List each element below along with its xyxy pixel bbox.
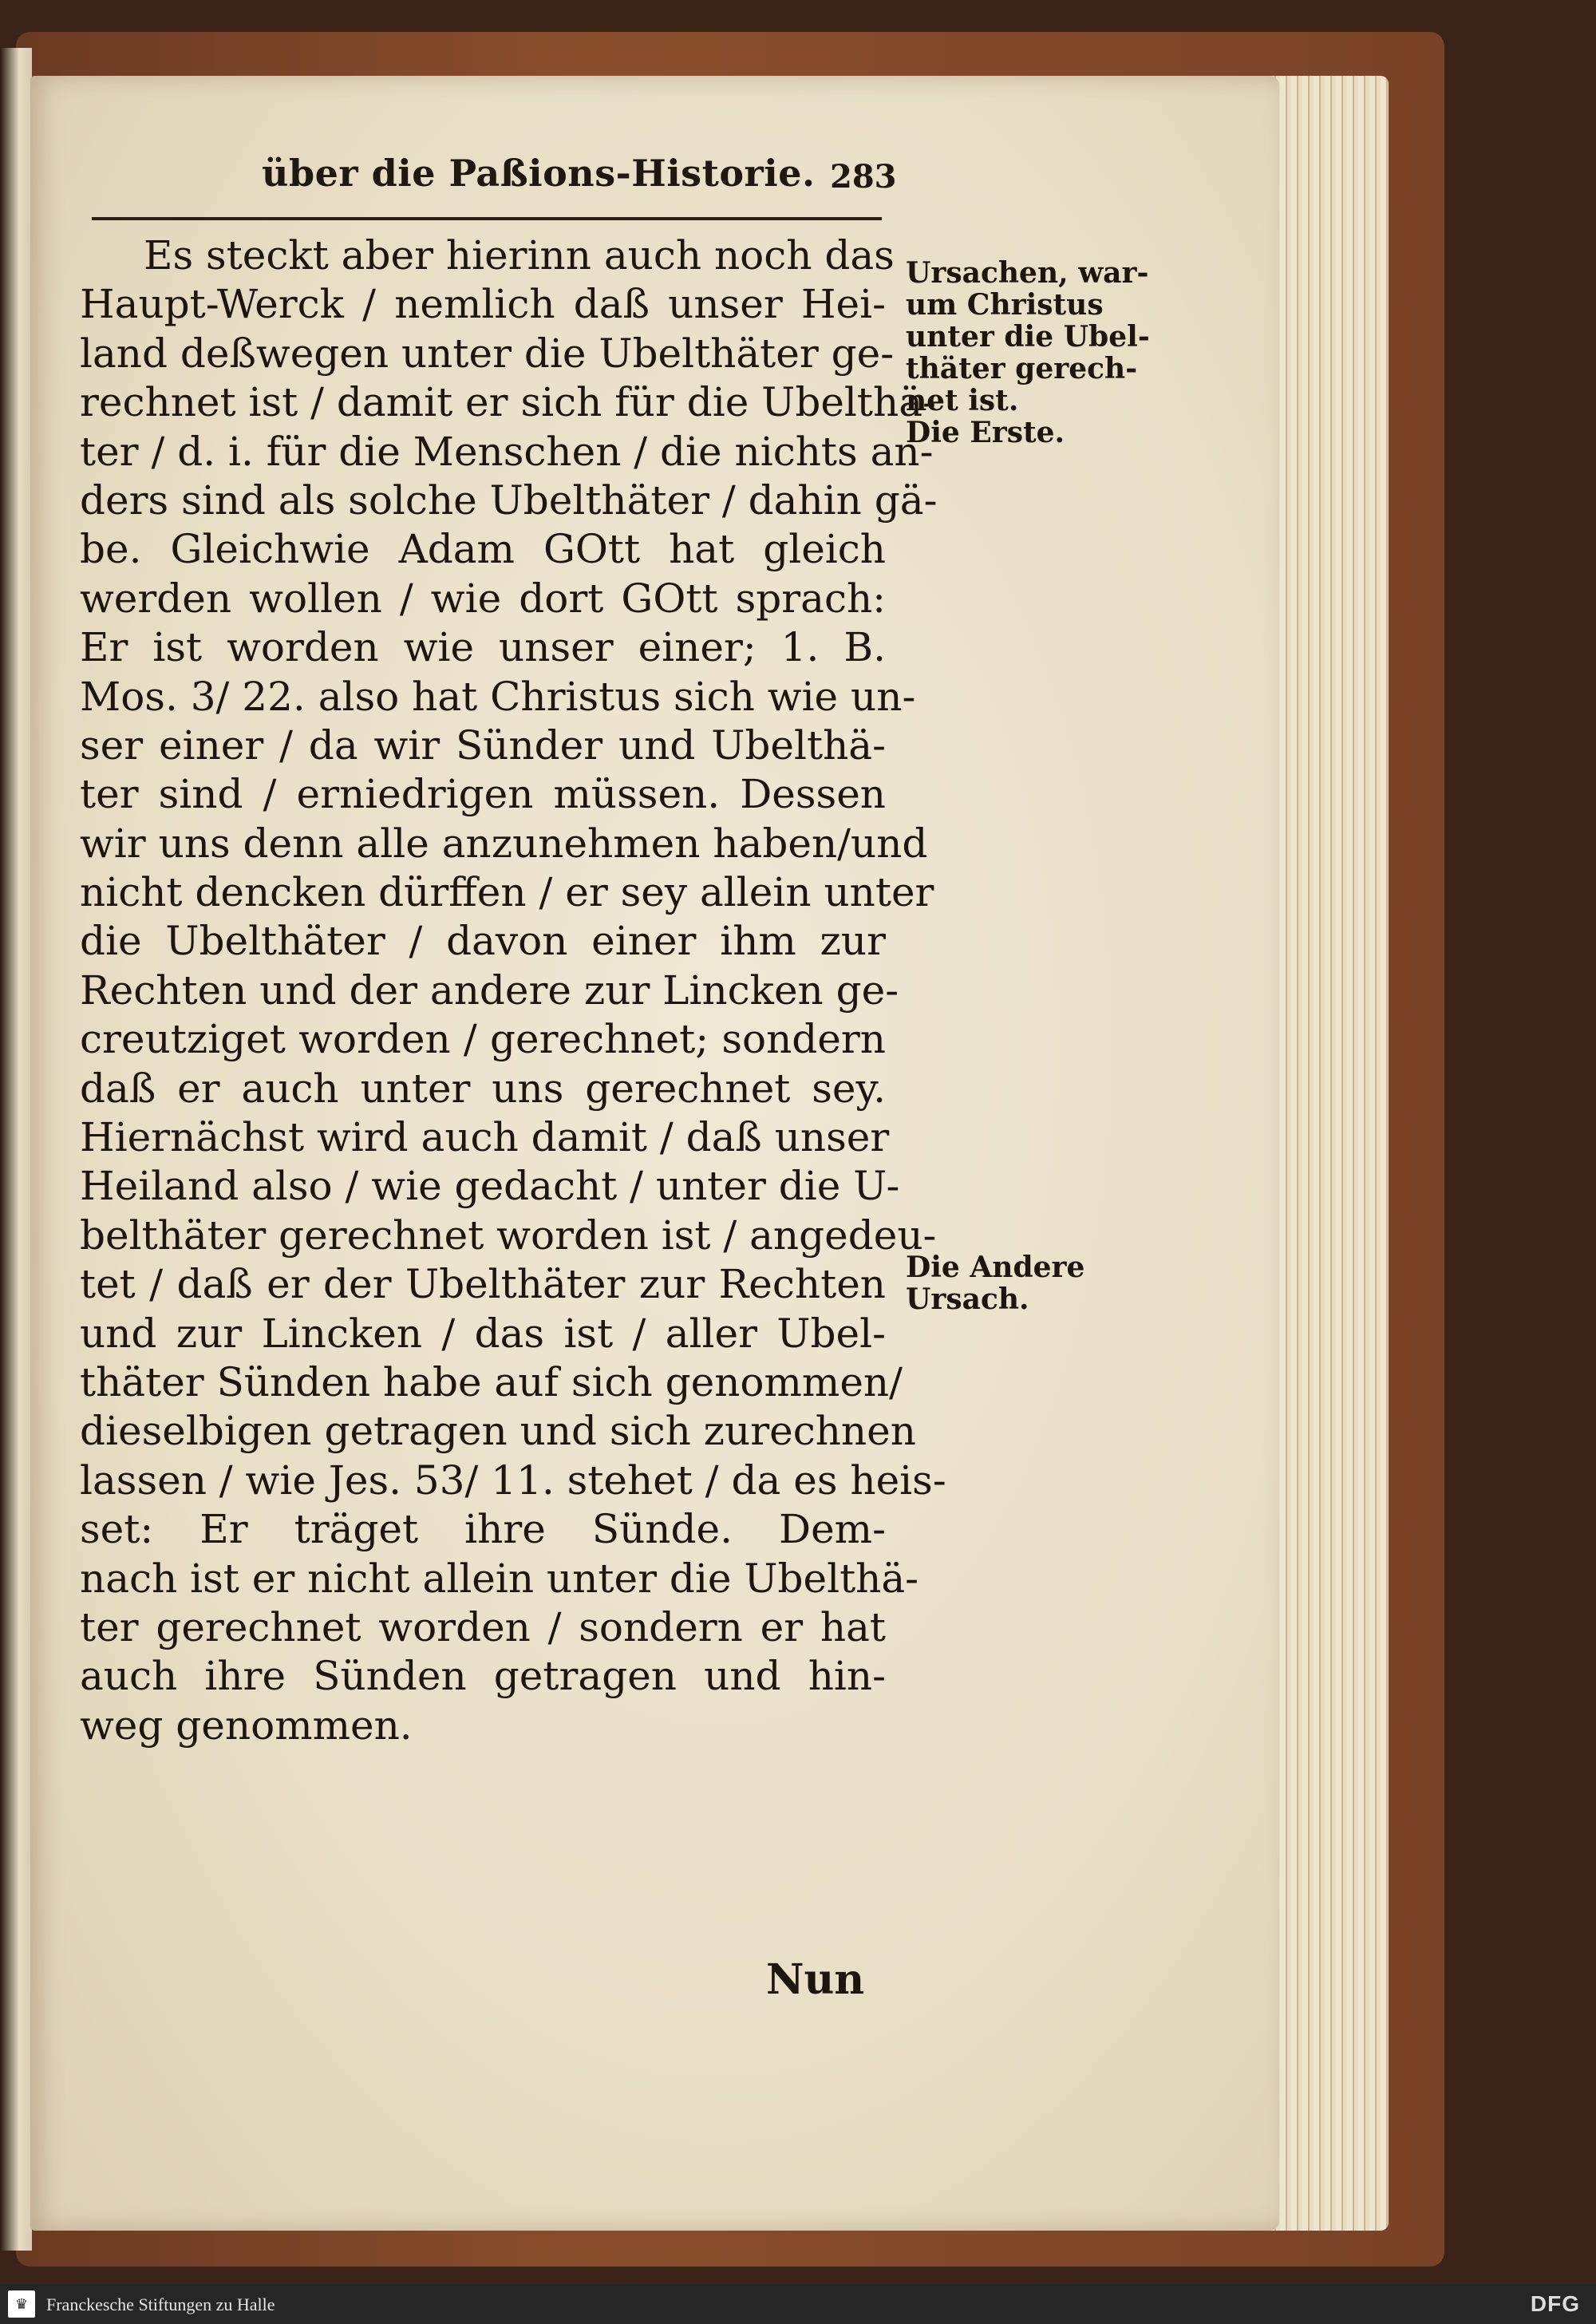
text-line: set: Er träget ihre Sünde. Dem- xyxy=(80,1506,886,1553)
text-line: nicht dencken dürffen / er sey allein unter xyxy=(80,869,934,916)
text-line: rechnet ist / damit er sich für die Ubelthä- xyxy=(80,379,936,426)
text-line: belthäter gerechnet worden ist / angedeu- xyxy=(80,1211,937,1259)
margin-note-line: net ist. xyxy=(906,384,1019,417)
dfg-badge: DFG xyxy=(1530,2291,1580,2316)
margin-note-second-cause xyxy=(906,1251,1145,1315)
text-line: und zur Lincken / das ist / aller Ubel- xyxy=(80,1310,886,1357)
margin-note-line: Ursachen, war- xyxy=(906,256,1149,290)
text-line: thäter Sünden habe auf sich genommen/ xyxy=(80,1358,903,1405)
page-number: 283 xyxy=(830,158,897,196)
text-line: ter / d. i. für die Menschen / die nichts an- xyxy=(80,428,934,475)
text-line: Es steckt aber hierinn auch noch das xyxy=(144,232,895,279)
main-text-block xyxy=(80,231,946,1750)
viewer-footer xyxy=(0,2284,1596,2324)
header-rule xyxy=(92,217,882,220)
catchword: Nun xyxy=(766,1955,865,2004)
text-line: ders sind als solche Ubelthäter / dahin gä- xyxy=(80,476,938,524)
margin-note-line: Die Andere xyxy=(906,1251,1085,1284)
margin-note-line: Die Erste. xyxy=(906,416,1065,449)
text-line: Hiernächst wird auch damit / daß unser xyxy=(80,1114,890,1161)
margin-note-line: unter die Ubel- xyxy=(906,320,1150,354)
text-line: dieselbigen getragen und sich zurechnen xyxy=(80,1408,916,1455)
text-line: Mos. 3/ 22. also hat Christus sich wie un- xyxy=(80,673,916,720)
text-line: creutziget worden / gerechnet; sondern xyxy=(80,1016,886,1063)
running-head: über die Paßions-Historie. xyxy=(262,152,816,195)
text-line: Rechten und der andere zur Lincken ge- xyxy=(80,966,899,1014)
text-line: ter gerechnet worden / sondern er hat xyxy=(80,1603,886,1650)
text-line: Haupt-Werck / nemlich daß unser Hei- xyxy=(80,281,886,328)
book-gutter xyxy=(0,48,32,2251)
institution-logo-icon: ♛ xyxy=(8,2290,35,2318)
text-line: die Ubelthäter / davon einer ihm zur xyxy=(80,918,886,965)
margin-note-line: thäter gerech- xyxy=(906,352,1138,385)
text-line: auch ihre Sünden getragen und hin- xyxy=(80,1653,886,1700)
text-line: Heiland also / wie gedacht / unter die U- xyxy=(80,1163,900,1210)
text-line: lassen / wie Jes. 53/ 11. stehet / da es heis- xyxy=(80,1456,946,1504)
text-line: daß er auch unter uns gerechnet sey. xyxy=(80,1065,886,1112)
text-line: be. Gleichwie Adam GOtt hat gleich xyxy=(80,526,886,573)
margin-note-line: um Christus xyxy=(906,288,1104,322)
margin-note-line: Ursach. xyxy=(906,1283,1029,1316)
text-line: tet / daß er der Ubelthäter zur Rechten xyxy=(80,1261,886,1308)
text-line: ter sind / erniedrigen müssen. Dessen xyxy=(80,771,886,818)
margin-note-first-cause xyxy=(906,256,1150,449)
page-fore-edge xyxy=(1269,76,1389,2231)
footer-institution-name: Franckesche Stiftungen zu Halle xyxy=(46,2294,275,2314)
text-line: land deßwegen unter die Ubelthäter ge- xyxy=(80,330,895,377)
text-line: Er ist worden wie unser einer; 1. B. xyxy=(80,624,886,671)
text-line: nach ist er nicht allein unter die Ubelthä- xyxy=(80,1555,919,1602)
text-line: wir uns denn alle anzunehmen haben/und xyxy=(80,820,928,867)
text-line: weg genommen. xyxy=(80,1702,413,1749)
text-line: ser einer / da wir Sünder und Ubelthä- xyxy=(80,721,886,769)
text-line: werden wollen / wie dort GOtt sprach: xyxy=(80,575,886,622)
